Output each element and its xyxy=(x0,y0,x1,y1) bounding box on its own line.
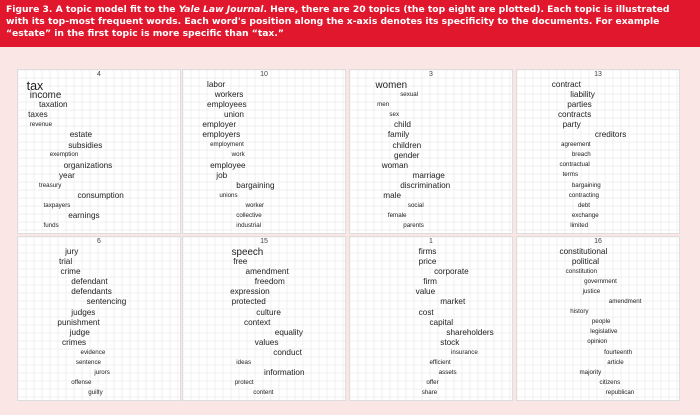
topic-word: constitutional xyxy=(559,247,608,257)
topic-panel-1 xyxy=(349,236,513,401)
topic-word: trial xyxy=(58,257,73,267)
topic-word: cost xyxy=(418,307,434,317)
topic-word: gender xyxy=(394,150,420,160)
topic-panel-15 xyxy=(182,236,346,401)
topic-word: creditors xyxy=(594,130,627,140)
topic-word: share xyxy=(421,388,438,396)
caption-lead: Figure 3. A topic model fit to the xyxy=(6,4,179,15)
topic-word: employers xyxy=(202,130,241,140)
topic-panel-3 xyxy=(349,69,513,234)
topic-number: 10 xyxy=(260,71,268,78)
topic-word: assets xyxy=(438,368,457,376)
topic-word: men xyxy=(377,100,390,108)
topic-word: protect xyxy=(234,378,254,386)
topic-word: children xyxy=(392,140,422,150)
panel-grid xyxy=(350,70,513,234)
topic-panel-10 xyxy=(182,69,346,234)
topic-word: funds xyxy=(43,221,59,229)
topic-word: content xyxy=(253,388,274,396)
topic-number: 15 xyxy=(260,238,268,245)
topic-word: collective xyxy=(236,211,262,219)
topic-number: 4 xyxy=(97,71,101,78)
topic-word: social xyxy=(407,201,424,209)
topic-word: discrimination xyxy=(400,180,451,190)
topic-word: judges xyxy=(71,307,96,317)
topic-word: offense xyxy=(71,378,92,386)
topic-word: employee xyxy=(210,160,246,170)
topic-word: capital xyxy=(429,317,454,327)
topic-word: agreement xyxy=(561,141,591,149)
topic-word: guilty xyxy=(88,388,103,396)
topic-word: information xyxy=(264,367,305,377)
topic-panel-13 xyxy=(516,69,680,234)
topic-word: exemption xyxy=(49,151,79,159)
topic-word: taxes xyxy=(28,110,48,120)
caption-journal: Yale Law Journal xyxy=(178,4,264,15)
topic-word: industrial xyxy=(236,221,262,229)
topic-word: defendants xyxy=(71,287,112,297)
topic-word: crimes xyxy=(62,337,87,347)
topic-word: employees xyxy=(207,100,247,110)
topic-word-figure xyxy=(0,47,700,415)
topic-word: job xyxy=(216,170,228,180)
topic-word: firms xyxy=(418,247,437,257)
topic-word: opinion xyxy=(587,338,608,346)
topic-word: debt xyxy=(577,201,591,209)
topic-word: freedom xyxy=(254,277,285,287)
topic-word: corporate xyxy=(434,267,469,277)
topic-word: legislative xyxy=(590,328,618,336)
topic-number: 1 xyxy=(429,238,433,245)
topic-word: employment xyxy=(210,141,244,149)
topic-word: women xyxy=(375,79,408,91)
topic-number: 3 xyxy=(429,71,433,78)
topic-word: republican xyxy=(605,388,635,396)
topic-word: taxation xyxy=(38,100,68,110)
topic-word: contract xyxy=(551,80,581,90)
topic-word: unions xyxy=(219,191,238,199)
topic-word: citizens xyxy=(599,378,621,386)
topic-word: judge xyxy=(69,327,90,337)
topic-word: organizations xyxy=(63,160,113,170)
topic-panel-16 xyxy=(516,236,680,401)
topic-word: context xyxy=(243,317,271,327)
topic-word: work xyxy=(231,151,245,159)
topic-word: efficient xyxy=(429,358,451,366)
figure-caption xyxy=(0,0,700,47)
topic-word: treasury xyxy=(38,181,62,189)
topic-word: political xyxy=(571,257,600,267)
topic-word: market xyxy=(440,297,466,307)
topic-word: income xyxy=(29,89,62,101)
topic-word: evidence xyxy=(80,348,106,356)
topic-word: workers xyxy=(214,90,244,100)
topic-word: sentencing xyxy=(86,297,127,307)
topic-word: values xyxy=(254,337,279,347)
topic-word: parties xyxy=(567,100,592,110)
topic-word: year xyxy=(58,170,75,180)
topic-number: 13 xyxy=(594,71,602,78)
topic-word: people xyxy=(591,318,611,326)
topic-panel-6 xyxy=(17,236,181,401)
topic-word: expression xyxy=(230,287,270,297)
topic-word: free xyxy=(233,257,248,267)
topic-word: jurors xyxy=(94,368,110,376)
topic-word: sentence xyxy=(75,358,102,366)
topic-word: female xyxy=(387,211,407,219)
topic-word: exchange xyxy=(571,211,599,219)
topic-word: party xyxy=(562,120,581,130)
topic-word: limited xyxy=(570,221,589,229)
topic-word: firm xyxy=(423,277,437,287)
topic-word: justice xyxy=(582,288,601,296)
topic-word: punishment xyxy=(57,317,100,327)
topic-word: amendment xyxy=(608,298,642,306)
topic-word: bargaining xyxy=(236,180,275,190)
topic-word: employer xyxy=(202,120,237,130)
topic-word: contracting xyxy=(568,191,600,199)
topic-word: liability xyxy=(570,90,595,100)
topic-word: sex xyxy=(389,111,400,119)
topic-word: government xyxy=(584,278,617,286)
topic-word: subsidies xyxy=(68,140,103,150)
topic-word: child xyxy=(394,120,411,130)
topic-word: sexual xyxy=(400,90,419,98)
panel-grid xyxy=(517,70,680,234)
topic-number: 16 xyxy=(594,238,602,245)
topic-word: price xyxy=(418,257,437,267)
panel-grid xyxy=(183,70,346,234)
topic-word: family xyxy=(387,130,410,140)
topic-word: parents xyxy=(403,221,424,229)
topic-word: terms xyxy=(562,171,579,179)
topic-word: protected xyxy=(231,297,266,307)
topic-word: ideas xyxy=(236,358,252,366)
topic-word: history xyxy=(570,308,589,316)
topic-word: union xyxy=(223,110,244,120)
topic-word: culture xyxy=(256,307,281,317)
topic-word: shareholders xyxy=(446,327,494,337)
topic-word: contracts xyxy=(557,110,592,120)
topic-number: 6 xyxy=(97,238,101,245)
topic-word: revenue xyxy=(29,121,53,129)
topic-word: contractual xyxy=(559,161,590,169)
topic-word: marriage xyxy=(412,170,445,180)
topic-word: bargaining xyxy=(571,181,601,189)
topic-word: equality xyxy=(274,327,303,337)
topic-word: offer xyxy=(426,378,439,386)
topic-word: earnings xyxy=(68,211,100,221)
topic-word: fourteenth xyxy=(604,348,633,356)
topic-word: jury xyxy=(65,247,79,257)
topic-word: labor xyxy=(207,80,226,90)
topic-word: amendment xyxy=(245,267,289,277)
topic-word: woman xyxy=(381,160,409,170)
topic-word: estate xyxy=(69,130,93,140)
topic-word: stock xyxy=(440,337,460,347)
topic-word: taxpayers xyxy=(43,201,71,209)
topic-word: consumption xyxy=(77,190,124,200)
topic-word: tax xyxy=(26,78,44,93)
topic-word: male xyxy=(383,190,401,200)
topic-word: insurance xyxy=(451,348,478,356)
topic-word: worker xyxy=(245,201,265,209)
caption-rest: . Here, there are 20 topics (the top eight are plotted). Each topic is illustrated with its top-most frequent words. Each word's position along the x-axis denotes its specificity to the documents. For example “estate” in the first topic is more specific than “tax.” xyxy=(6,4,670,39)
topic-word: constitution xyxy=(565,267,597,275)
topic-word: value xyxy=(415,287,436,297)
topic-word: majority xyxy=(579,368,602,376)
topic-word: defendant xyxy=(71,277,108,287)
topic-word: conduct xyxy=(273,347,302,357)
topic-word: article xyxy=(607,358,624,366)
topic-word: crime xyxy=(60,267,81,277)
topic-panel-4 xyxy=(17,69,181,234)
topic-word: speech xyxy=(231,246,264,258)
topic-word: breach xyxy=(571,151,591,159)
